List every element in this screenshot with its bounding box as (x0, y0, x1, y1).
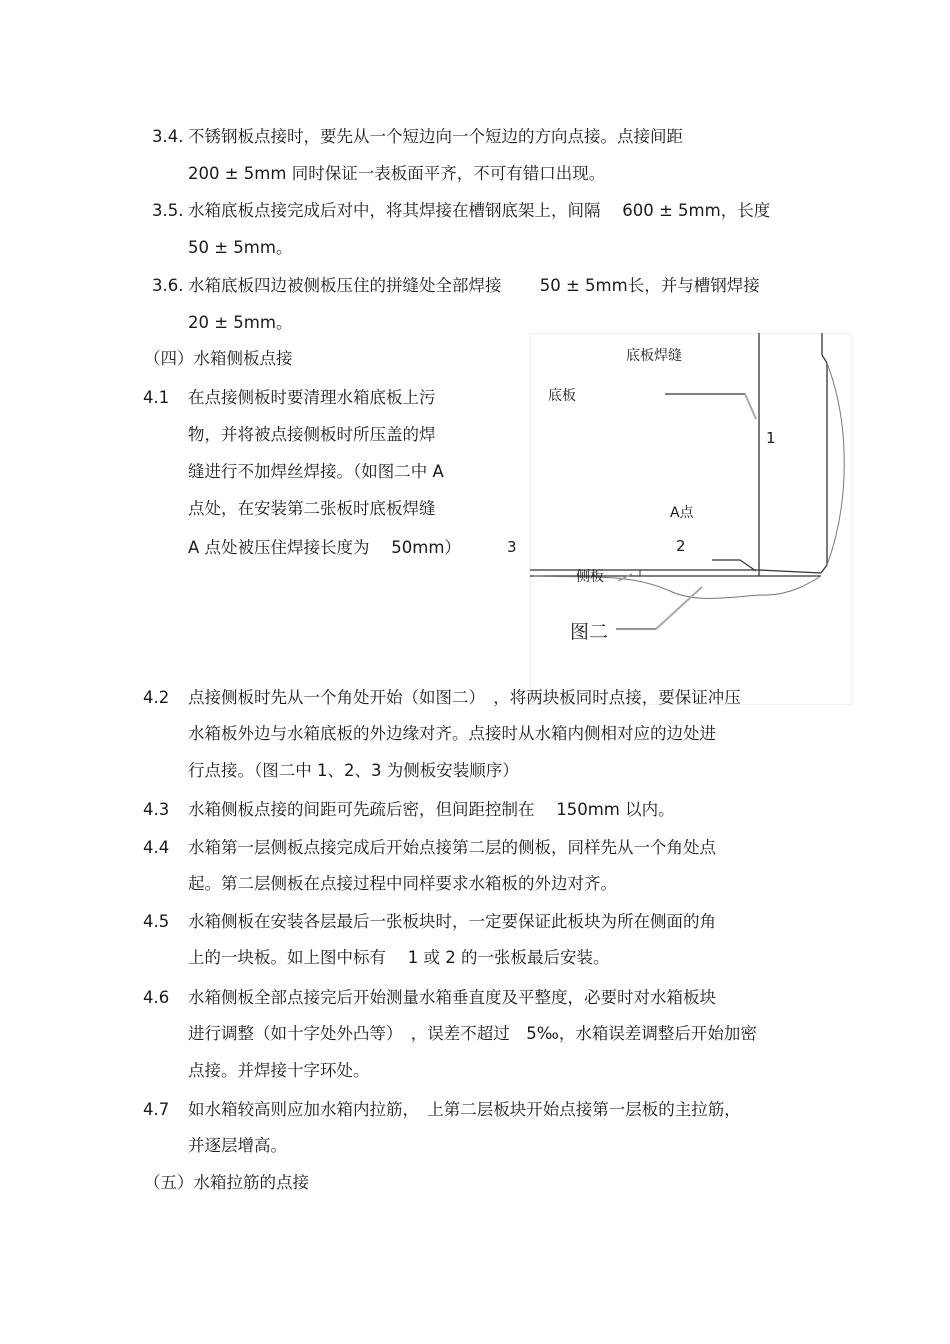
item-4-1-line-1: 在点接侧板时要清理水箱底板上污 (188, 388, 436, 407)
item-4-7-line-2: 并逐层增高。 (188, 1136, 287, 1155)
item-4-2-line-2: 水箱板外边与水箱底板的外边缘对齐。点接时从水箱内侧相对应的边处进 (188, 724, 716, 743)
item-3-4-line-2: 200 ± 5mm 同时保证一表板面平齐，不可有错口出现。 (188, 164, 606, 183)
item-4-7-number: 4.7 (143, 1100, 170, 1119)
item-4-1-line-2: 物，并将被点接侧板时所压盖的焊 (188, 425, 436, 444)
item-4-5-line-2: 上的一块板。如上图中标有 1 或 2 的一张板最后安装。 (188, 948, 610, 967)
label-bottom-weld: 底板焊缝 (626, 348, 682, 364)
item-4-5-line-1: 水箱侧板在安装各层最后一张板块时，一定要保证此板块为所在侧面的角 (188, 912, 716, 931)
item-4-6-line-3: 点接。并焊接十字环处。 (188, 1061, 370, 1080)
item-4-4-number: 4.4 (143, 838, 170, 857)
item-4-1-number: 4.1 (143, 388, 170, 407)
item-3-5-line-1: 水箱底板点接完成后对中，将其焊接在槽钢底架上，间隔 600 ± 5mm，长度 (188, 201, 771, 220)
label-order-3: 3 (507, 538, 517, 556)
item-4-3-line-1: 水箱侧板点接的间距可先疏后密，但间距控制在 150mm 以内。 (188, 800, 675, 819)
label-order-1: 1 (766, 429, 776, 447)
item-3-5-number: 3.5. (152, 201, 184, 220)
item-4-6-number: 4.6 (143, 988, 170, 1007)
item-3-6-number: 3.6. (152, 276, 184, 295)
item-3-5-line-2: 50 ± 5mm。 (188, 238, 293, 257)
item-3-4-number: 3.4. (152, 127, 184, 146)
item-4-6-line-2: 进行调整（如十字处外凸等） ，误差不超过 5‰，水箱误差调整后开始加密 (188, 1024, 757, 1043)
item-4-1-line-5: A 点处被压住焊接长度为 50mm） (188, 538, 461, 557)
figure-caption: 图二 (570, 621, 609, 643)
item-3-4-line-1: 不锈钢板点接时，要先从一个短边向一个短边的方向点接。点接间距 (188, 127, 683, 146)
item-4-4-line-2: 起。第二层侧板在点接过程中同样要求水箱板的外边对齐。 (188, 874, 617, 893)
item-4-3-number: 4.3 (143, 800, 170, 819)
item-4-4-line-1: 水箱第一层侧板点接完成后开始点接第二层的侧板，同样先从一个角处点 (188, 838, 716, 857)
item-4-5-number: 4.5 (143, 912, 170, 931)
item-4-1-line-4: 点处，在安装第二张板时底板焊缝 (188, 499, 436, 518)
item-4-2-line-3: 行点接。（图二中 1、2、3 为侧板安装顺序） (188, 761, 519, 780)
item-4-7-line-1: 如水箱较高则应加水箱内拉筋， 上第二层板块开始点接第一层板的主拉筋， (188, 1100, 741, 1119)
item-4-2-line-1: 点接侧板时先从一个角处开始（如图二） ，将两块板同时点接，要保证冲压 (188, 688, 741, 707)
item-3-6-line-1: 水箱底板四边被侧板压住的拼缝处全部焊接 50 ± 5mm长，并与槽钢焊接 (188, 276, 760, 295)
label-order-2: 2 (676, 537, 686, 555)
item-3-6-line-2: 20 ± 5mm。 (188, 313, 293, 332)
item-4-2-number: 4.2 (143, 688, 170, 707)
label-side-plate: 侧板 (576, 569, 604, 585)
section-4-heading: （四）水箱侧板点接 (144, 349, 293, 368)
section-5-heading: （五）水箱拉筋的点接 (144, 1173, 309, 1192)
figure-2-diagram (507, 333, 852, 705)
label-point-a: A点 (670, 505, 694, 521)
item-4-6-line-1: 水箱侧板全部点接完后开始测量水箱垂直度及平整度，必要时对水箱板块 (188, 988, 716, 1007)
item-4-1-line-3: 缝进行不加焊丝焊接。（如图二中 A (188, 462, 444, 481)
label-bottom-plate: 底板 (548, 388, 576, 404)
